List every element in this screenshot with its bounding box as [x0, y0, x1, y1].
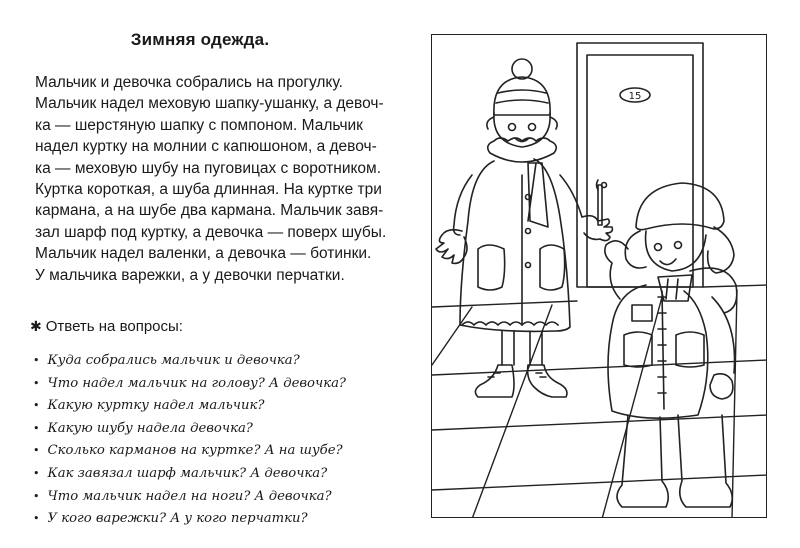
question-item: [33, 395, 346, 418]
bullet-icon: •: [33, 354, 40, 367]
boy-figure: [605, 183, 737, 507]
girl-figure: [436, 59, 612, 397]
coat-pocket-left: [478, 245, 505, 290]
question-item: [33, 440, 346, 463]
question-text: Что надел мальчик на голову? А девочка?: [47, 375, 347, 391]
story-line: кармана, а на шубе два кармана. Мальчик завя-: [35, 202, 384, 220]
knit-hat: [494, 77, 550, 115]
bullet-icon: •: [33, 444, 40, 458]
story-line: надел куртку на молнии с капюшоном, а девоч-: [35, 138, 377, 156]
door: [577, 43, 703, 287]
boy-valenki: [678, 415, 732, 507]
jacket-pocket-center: [676, 332, 704, 367]
boy-mitten-left: [605, 241, 628, 299]
bullet-icon: •: [33, 466, 40, 480]
question-text: Что мальчик надел на ноги? А девочка?: [47, 488, 332, 504]
question-text: Как завязал шарф мальчик? А девочка?: [47, 465, 328, 481]
question-text: Какую шубу надела девочка?: [47, 420, 253, 436]
question-text: Какую куртку надел мальчик?: [47, 398, 265, 414]
girl-boot-left: [475, 365, 514, 397]
story-line: Куртка короткая, а шуба длинная. На куртке три: [35, 181, 382, 199]
question-item: [33, 486, 346, 509]
story-line: ка — шерстяную шапку с помпоном. Мальчик: [35, 116, 363, 134]
question-text: Куда собрались мальчик и девочка?: [47, 353, 300, 368]
door-number-plate: [620, 88, 650, 102]
bullet-icon: •: [33, 399, 40, 413]
question-text: Сколько карманов на куртке? А на шубе?: [47, 443, 343, 459]
story-line: Мальчик надел валенки, а девочка — ботинки.: [35, 245, 372, 263]
door-number: 15: [628, 91, 642, 102]
question-item: [33, 373, 346, 396]
coat-pocket-right: [540, 245, 565, 290]
story-line: ка — меховую шубу на пуговицах с воротником.: [35, 159, 382, 177]
story-line: Мальчик надел меховую шапку-ушанку, а девоч-: [35, 95, 384, 113]
question-item: [33, 463, 346, 486]
question-item: [33, 350, 346, 373]
question-item: [33, 508, 346, 531]
coloring-illustration: [431, 34, 767, 518]
questions-heading: [30, 318, 183, 335]
girl-glove-left: [436, 230, 467, 264]
bullet-icon: •: [33, 421, 40, 435]
boy-jacket: [608, 285, 708, 418]
bullet-icon: •: [33, 512, 40, 526]
questions-list: [33, 350, 346, 531]
bullet-icon: •: [33, 376, 40, 390]
jacket-pocket-chest: [632, 305, 652, 321]
story-line: У мальчика варежки, а у девочки перчатки.: [35, 266, 345, 284]
bullet-icon: •: [33, 489, 40, 503]
page-title: Зимняя одежда.: [130, 30, 270, 49]
story-line: зал шарф под куртку, а девочка — поверх шубы.: [35, 223, 387, 241]
boy-mitten-right: [710, 374, 733, 399]
story-line: Мальчик и девочка собрались на прогулку.: [35, 74, 343, 91]
asterisk-icon: ✱: [30, 318, 42, 334]
jacket-zipper: [662, 291, 664, 409]
fur-collar: [488, 138, 557, 162]
story-paragraph: [35, 72, 387, 286]
floor-tiles: [432, 285, 767, 518]
question-text: У кого варежки? А у кого перчатки?: [47, 511, 308, 527]
hat-pompom: [512, 59, 532, 79]
ushanka-hat: [636, 183, 724, 230]
question-item: [33, 418, 346, 441]
questions-heading-label: Ответь на вопросы:: [45, 318, 183, 335]
